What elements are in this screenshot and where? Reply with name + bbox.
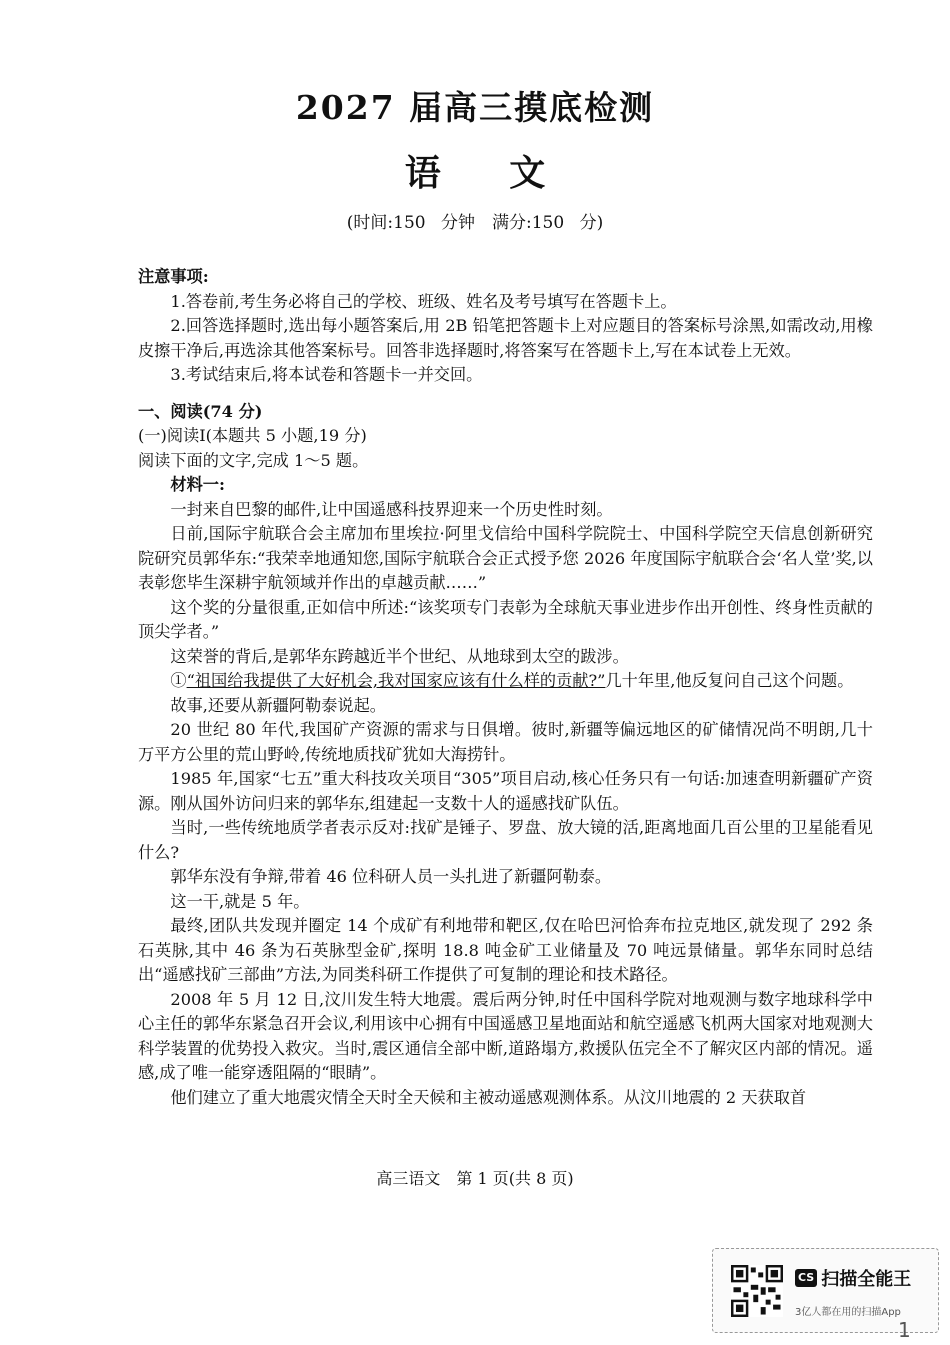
scanner-brand-name: 扫描全能王 [821,1269,912,1290]
paragraph: 故事,还要从新疆阿勒泰说起。 [170,695,386,715]
qr-code-icon [731,1265,783,1317]
paragraph: 日前,国际宇航联合会主席加布里埃拉·阿里戈信给中国科学院院士、中国科学院空天信息创新研究院研究员郭华东:“我荣幸地通知您,国际宇航联合会正式授予您 2026 年度国际宇航联合会‘名人堂’奖,以表彰您毕生深耕宇航领域并作出的卓越贡献……” [138,524,873,592]
paragraph: 郭华东没有争辩,带着 46 位科研人员一头扎进了新疆阿勒泰。 [170,867,612,886]
page-footer: 高三语文 第 1 页(共 8 页) [376,1169,574,1188]
exam-title: 2027 届高三摸底检测 [295,88,655,127]
paragraph: 这荣誉的背后,是郭华东跨越近半个世纪、从地球到太空的跋涉。 [170,646,629,666]
time-info: (时间:150 分钟 满分:150 分) [346,213,604,233]
paragraph: 1985 年,国家“七五”重大科技攻关项目“305”项目启动,核心任务只有一句话:加速查明新疆矿产资源。刚从国外访问归来的郭华东,组建起一支数十人的遥感找矿队伍。 [138,769,873,813]
quote-rest: 几十年里,他反复问自己这个问题。 [605,671,854,690]
paragraph: 最终,团队共发现并圈定 14 个成矿有利地带和靶区,仅在哈巴河恰奔布拉克地区,就发现了 292 条石英脉,其中 46 条为石英脉型金矿,探明 18.8 吨金矿工业储量及 70 吨远景储量。郭华东同时总结出“遥感找矿三部曲”方法,为同类科研工作提供了可复制的理论和技术路径。 [138,916,873,984]
subject-title: 语 文 [404,152,574,194]
notice-item-3: 3.考试结束后,将本试卷和答题卡一并交回。 [170,365,483,384]
paragraph: 他们建立了重大地震灾情全天时全天候和主被动遥感观测体系。从汶川地震的 2 天获取首 [170,1087,807,1107]
paragraph: 这个奖的分量很重,正如信中所述:“该奖项专门表彰为全球航天事业进步作出开创性、终身性贡献的顶尖学者。” [138,597,873,641]
paragraph: 一封来自巴黎的邮件,让中国遥感科技界迎来一个历史性时刻。 [170,499,613,519]
exam-body [138,265,873,1110]
section-subheading: (一)阅读Ⅰ(本题共 5 小题,19 分) [138,426,367,445]
quote-paragraph [138,669,873,694]
scanner-brand [795,1265,911,1291]
scanner-tagline: 3亿人都在用的扫描App [795,1307,901,1318]
notice-item-2: 2.回答选择题时,选出每小题答案后,用 2B 铅笔把答题卡上对应题目的答案标号涂黑,如需改动,用橡皮擦干净后,再选涂其他答案标号。回答非选择题时,将答案写在答题卡上,写在本试卷上无效。 [138,316,873,360]
paragraph: 这一干,就是 5 年。 [170,891,310,911]
section-heading: 一、阅读(74 分) [138,401,263,421]
notice-heading: 注意事项: [138,267,209,286]
paragraph: 当时,一些传统地质学者表示反对:找矿是锤子、罗盘、放大镜的活,距离地面几百公里的卫星能看见什么? [138,818,873,862]
cs-logo-icon: CS [795,1269,817,1287]
paragraph: 20 世纪 80 年代,我国矿产资源的需求与日俱增。彼时,新疆等偏远地区的矿储情况尚不明朗,几十万平方公里的荒山野岭,传统地质找矿犹如大海捞针。 [138,720,873,764]
paragraph: 2008 年 5 月 12 日,汶川发生特大地震。震后两分钟,时任中国科学院对地观测与数字地球科学中心主任的郭华东紧急召开会议,利用该中心拥有中国遥感卫星地面站和航空遥感飞机两大国家对地观测大科学装置的优势投入救灾。当时,震区通信全部中断,道路塌方,救援队伍完全不了解灾区内部的情况。遥感,成了唯一能穿透阻隔的“眼睛”。 [138,989,873,1082]
section-instruction: 阅读下面的文字,完成 1～5 题。 [138,450,369,470]
quote-marker: ① [170,671,187,690]
material-label: 材料一: [170,475,225,494]
notice-item-1: 1.答卷前,考生务必将自己的学校、班级、姓名及考号填写在答题卡上。 [170,291,677,311]
underlined-quote: “祖国给我提供了大好机会,我对国家应该有什么样的贡献?” [186,671,606,690]
corner-page-number: 1 [898,1318,911,1342]
